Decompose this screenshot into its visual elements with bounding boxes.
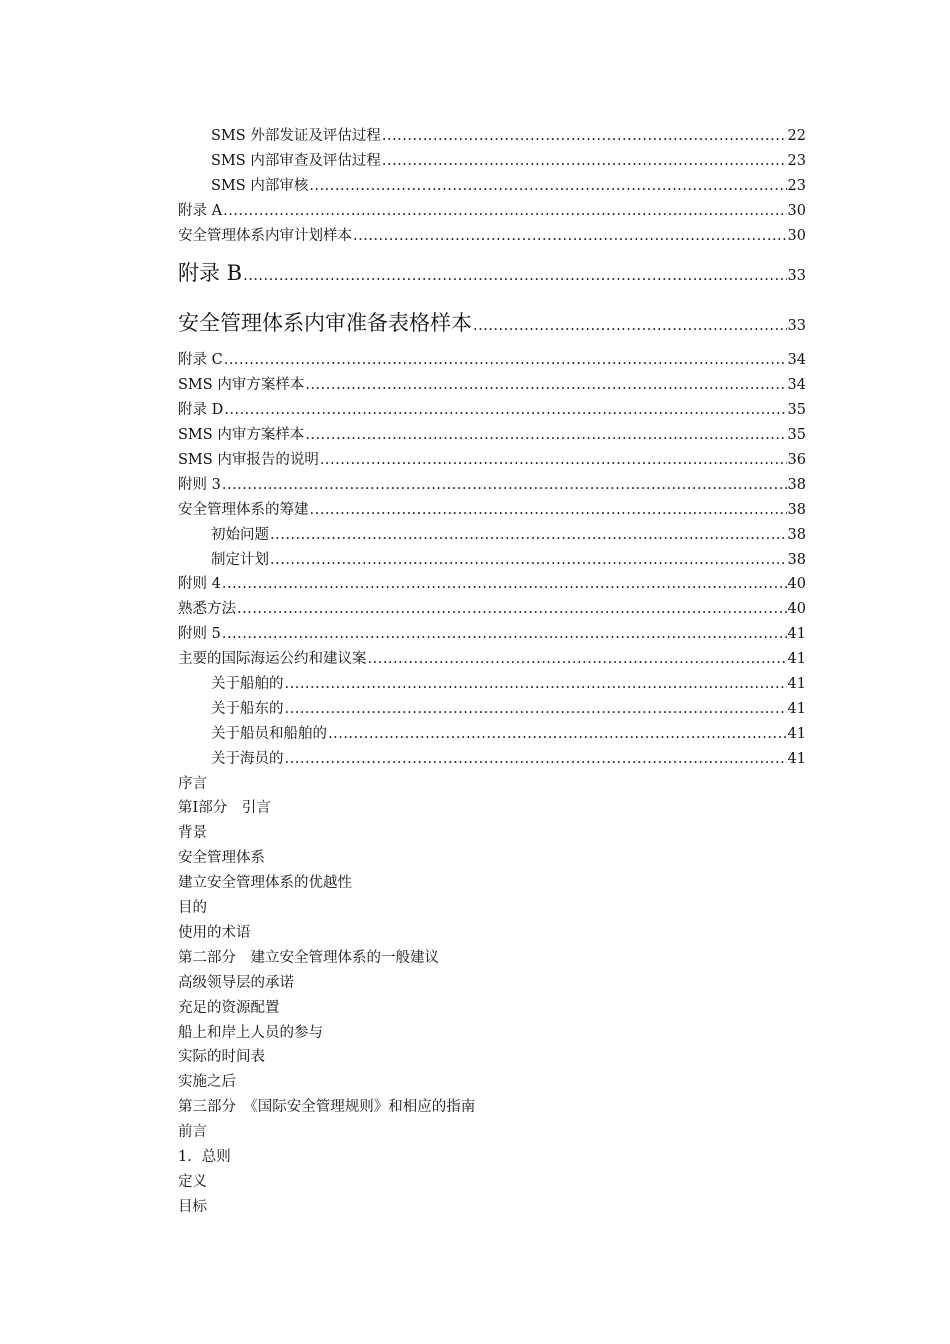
toc-leader-dots: [320, 448, 787, 473]
toc-entry-title: 关于船东的: [211, 700, 284, 717]
toc-entry-page: 30: [787, 202, 806, 219]
toc-leader-dots: [224, 348, 787, 373]
outline-heading: 目标: [178, 1198, 207, 1215]
toc-entry[interactable]: [178, 697, 806, 722]
toc-entry-title: 初始问题: [211, 526, 269, 543]
toc-entry[interactable]: [178, 224, 806, 249]
toc-entry[interactable]: [178, 523, 806, 548]
toc-entry-title: 附录 A: [178, 202, 223, 219]
toc-entry[interactable]: [178, 248, 806, 298]
toc-leader-dots: [285, 672, 787, 697]
toc-entry-page: 33: [787, 268, 806, 285]
toc-leader-dots: [382, 124, 787, 149]
toc-entry-title: 附录 B: [178, 261, 243, 286]
toc-leader-dots: [368, 647, 787, 672]
toc-entry[interactable]: [178, 398, 806, 423]
toc-leader-dots: [305, 423, 786, 448]
toc-entry-title: SMS 内审方案样本: [178, 377, 305, 394]
toc-entry-title: 安全管理体系的筹建: [178, 501, 309, 518]
toc-entry[interactable]: [178, 722, 806, 747]
toc-leader-dots: [305, 373, 786, 398]
toc-entry-page: 30: [787, 227, 806, 244]
toc-entry[interactable]: [178, 298, 806, 348]
toc-entry-page: 41: [787, 750, 806, 767]
toc-leader-dots: [223, 199, 786, 224]
outline-heading: 第二部分 建立安全管理体系的一般建议: [178, 949, 439, 966]
outline-heading: 第Ⅰ部分 引言: [178, 800, 271, 817]
toc-entry-page: 23: [787, 152, 806, 169]
toc-entry[interactable]: [178, 373, 806, 398]
toc-entry-page: 35: [787, 402, 806, 419]
toc-entry-page: 36: [787, 452, 806, 469]
toc-leader-dots: [353, 224, 787, 249]
outline-heading: 目的: [178, 900, 207, 917]
toc-entry-page: 34: [787, 377, 806, 394]
toc-entry[interactable]: [178, 572, 806, 597]
outline-heading: 使用的术语: [178, 924, 251, 941]
toc-entry-title: SMS 外部发证及评估过程: [211, 128, 381, 144]
toc-entry-page: 38: [787, 551, 806, 568]
outline-heading: 实际的时间表: [178, 1049, 265, 1066]
toc-leader-dots: [270, 548, 787, 573]
toc-entry-title: SMS 内审方案样本: [178, 427, 305, 444]
toc-entry[interactable]: [178, 448, 806, 473]
toc-leader-dots: [328, 722, 787, 747]
toc-entry-page: 38: [787, 501, 806, 518]
toc-entry[interactable]: [178, 548, 806, 573]
toc-entry-title: 附则 5: [178, 626, 221, 643]
toc-entry-page: 23: [787, 177, 806, 194]
toc-entry-title: 附则 4: [178, 576, 221, 593]
toc-leader-dots: [310, 498, 787, 523]
toc-entry[interactable]: [178, 473, 806, 498]
toc-entry-title: 制定计划: [211, 551, 269, 568]
toc-entry-page: 41: [787, 626, 806, 643]
toc-entry[interactable]: [178, 199, 806, 224]
toc-entry[interactable]: [178, 672, 806, 697]
toc-entry-title: 附录 D: [178, 402, 224, 419]
toc-entry-page: 41: [787, 676, 806, 693]
toc-entry-page: 22: [787, 128, 806, 144]
outline-heading: 序言: [178, 775, 207, 792]
toc-entry-page: 33: [787, 318, 806, 335]
toc-entry[interactable]: [178, 348, 806, 373]
toc-entry-title: 关于海员的: [211, 750, 284, 767]
toc-entry-title: 安全管理体系内审计划样本: [178, 227, 352, 244]
toc-leader-dots: [222, 473, 787, 498]
toc-entry-page: 41: [787, 700, 806, 717]
toc-entry-title: 附录 C: [178, 352, 223, 369]
toc-entry-page: 38: [787, 526, 806, 543]
toc-entry[interactable]: [178, 124, 806, 149]
toc-entry-title: 附则 3: [178, 476, 221, 493]
toc-leader-dots: [382, 149, 787, 174]
table-of-contents: [178, 124, 806, 1220]
toc-entry-title: 关于船舶的: [211, 676, 284, 693]
toc-entry[interactable]: [178, 597, 806, 622]
outline-heading: 建立安全管理体系的优越性: [178, 875, 352, 892]
outline-heading: 安全管理体系: [178, 850, 265, 867]
outline-heading: 船上和岸上人员的参与: [178, 1024, 323, 1041]
toc-entry[interactable]: [178, 622, 806, 647]
toc-entry-page: 40: [787, 601, 806, 618]
outline-heading: 定义: [178, 1173, 207, 1190]
toc-leader-dots: [309, 174, 786, 199]
outline-heading: 背景: [178, 825, 207, 842]
outline-heading: 前言: [178, 1124, 207, 1141]
toc-leader-dots: [473, 301, 787, 351]
toc-entry[interactable]: [178, 423, 806, 448]
toc-entry[interactable]: [178, 747, 806, 772]
toc-entry-page: 41: [787, 651, 806, 668]
toc-leader-dots: [270, 523, 787, 548]
outline-heading: 充足的资源配置: [178, 999, 280, 1016]
toc-entry-title: SMS 内部审核: [211, 177, 309, 194]
toc-entry-page: 34: [787, 352, 806, 369]
toc-entry-page: 38: [787, 476, 806, 493]
toc-leader-dots: [243, 251, 786, 301]
toc-entry[interactable]: [178, 647, 806, 672]
outline-heading: 高级领导层的承诺: [178, 974, 294, 991]
toc-entry-page: 35: [787, 427, 806, 444]
toc-entry-title: SMS 内审报告的说明: [178, 452, 319, 469]
toc-leader-dots: [224, 398, 786, 423]
outline-heading: 实施之后: [178, 1074, 236, 1091]
toc-leader-dots: [222, 622, 787, 647]
toc-leader-dots: [285, 747, 787, 772]
toc-entry-title: 关于船员和船舶的: [211, 725, 327, 742]
toc-leader-dots: [237, 597, 787, 622]
toc-entry[interactable]: [178, 498, 806, 523]
outline-heading: 1．总则: [178, 1148, 231, 1165]
toc-entry[interactable]: [178, 149, 806, 174]
outline-heading: 第三部分 《国际安全管理规则》和相应的指南: [178, 1099, 476, 1116]
toc-leader-dots: [285, 697, 787, 722]
toc-leader-dots: [222, 572, 787, 597]
toc-entry-title: 安全管理体系内审准备表格样本: [178, 311, 472, 336]
toc-entry-title: 主要的国际海运公约和建议案: [178, 651, 367, 668]
toc-entry-page: 41: [787, 725, 806, 742]
toc-entry-title: SMS 内部审查及评估过程: [211, 152, 381, 169]
toc-entry-page: 40: [787, 576, 806, 593]
toc-entry[interactable]: [178, 174, 806, 199]
toc-entry-title: 熟悉方法: [178, 601, 236, 618]
